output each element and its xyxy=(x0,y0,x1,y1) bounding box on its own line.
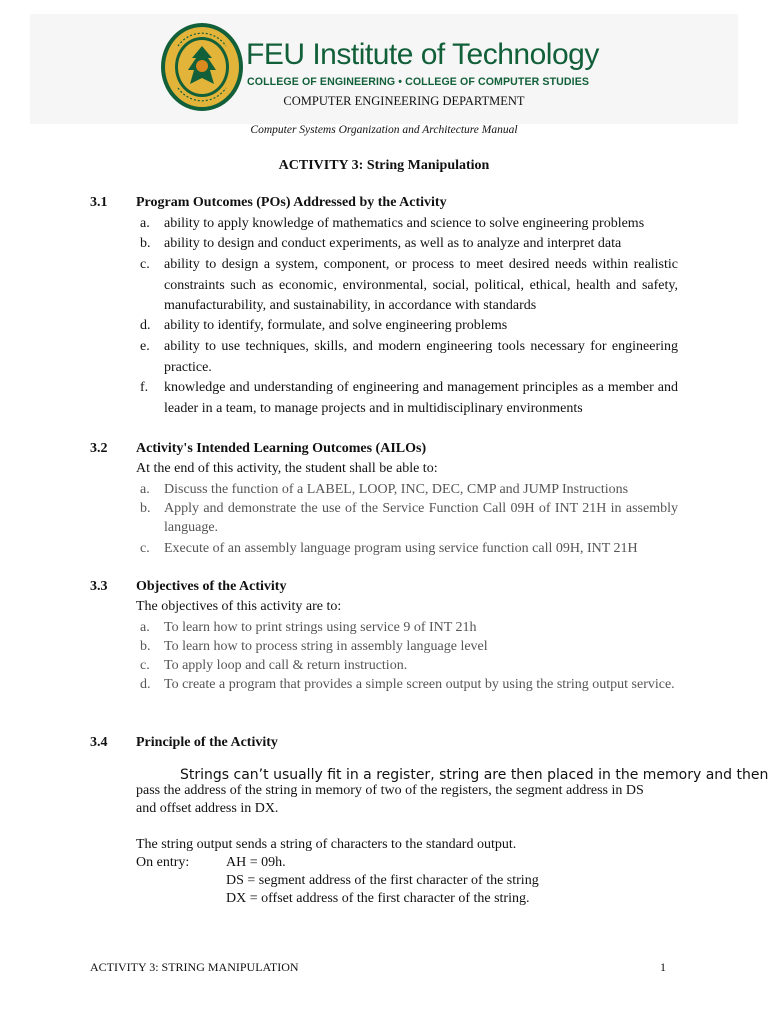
list-text: ability to use techniques, skills, and modern engineering tools necessary for engineering practice. xyxy=(164,339,678,375)
section-title: Program Outcomes (POs) Addressed by the Activity xyxy=(136,195,447,210)
list-text: To learn how to process string in assembly language level xyxy=(164,639,488,654)
on-entry-label: On entry: xyxy=(136,855,190,870)
section-intro: The objectives of this activity are to: xyxy=(136,599,342,614)
page-number: 1 xyxy=(660,960,666,974)
list-marker: a. xyxy=(140,620,150,635)
department-line: COMPUTER ENGINEERING DEPARTMENT xyxy=(283,94,525,108)
section-title: Principle of the Activity xyxy=(136,735,278,750)
entry-line: DX = offset address of the first character of the string. xyxy=(226,891,530,906)
section-title: Activity's Intended Learning Outcomes (AILOs) xyxy=(136,441,427,456)
list-marker: f. xyxy=(140,380,149,395)
principle-line: pass the address of the string in memory of two of the registers, the segment address in DS xyxy=(136,783,644,798)
principle-line: and offset address in DX. xyxy=(136,801,279,816)
section-number: 3.1 xyxy=(90,195,108,210)
list-marker: b. xyxy=(140,501,151,516)
list-text: To apply loop and call & return instruction. xyxy=(164,658,408,673)
list-text: ability to identify, formulate, and solve engineering problems xyxy=(164,318,508,333)
activity-title: ACTIVITY 3: String Manipulation xyxy=(278,158,490,173)
list-marker: c. xyxy=(140,257,150,272)
list-text: ability to apply knowledge of mathematics and science to solve engineering problems xyxy=(164,216,645,231)
school-name: FEU Institute of Technology xyxy=(246,38,599,71)
list-text: ability to design and conduct experiments, as well as to analyze and interpret data xyxy=(164,236,622,251)
list-marker: e. xyxy=(140,339,150,354)
list-marker: a. xyxy=(140,216,150,231)
list-marker: c. xyxy=(140,541,150,556)
list-marker: b. xyxy=(140,236,151,251)
list-marker: b. xyxy=(140,639,151,654)
list-text: Discuss the function of a LABEL, LOOP, INC, DEC, CMP and JUMP Instructions xyxy=(164,482,629,497)
section-number: 3.4 xyxy=(90,735,108,750)
list-marker: d. xyxy=(140,677,151,692)
section-title: Objectives of the Activity xyxy=(136,579,287,594)
list-text: To create a program that provides a simple screen output by using the string output service. xyxy=(164,677,675,692)
principle-lead-line: Strings can’t usually fit in a register, string are then placed in the memory and then xyxy=(180,767,768,783)
entry-line: DS = segment address of the first character of the string xyxy=(226,873,539,888)
entry-line: AH = 09h. xyxy=(226,855,286,870)
list-marker: d. xyxy=(140,318,151,333)
list-text: Apply and demonstrate the use of the Service Function Call 09H of INT 21H in assembly language. xyxy=(164,501,678,535)
section-intro: At the end of this activity, the student shall be able to: xyxy=(136,461,438,476)
list-text: knowledge and understanding of engineering and management principles as a member and leader in a team, to manage projects and in multidisciplinary environments xyxy=(164,380,679,416)
footer-activity-label: ACTIVITY 3: STRING MANIPULATION xyxy=(90,960,299,974)
colleges-line: COLLEGE OF ENGINEERING • COLLEGE OF COMPUTER STUDIES xyxy=(247,76,590,88)
list-text: ability to design a system, component, or process to meet desired needs within realistic constraints such as economic, environmental, social, political, ethical, health and safety, manufacturability, and sustainability, in accordance with standards xyxy=(164,257,679,313)
manual-title: Computer Systems Organization and Architecture Manual xyxy=(250,124,518,136)
list-marker: c. xyxy=(140,658,150,673)
list-text: Execute of an assembly language program using service function call 09H, INT 21H xyxy=(164,541,638,556)
section-number: 3.2 xyxy=(90,441,108,456)
section-number: 3.3 xyxy=(90,579,108,594)
string-output-description: The string output sends a string of characters to the standard output. xyxy=(136,837,517,852)
list-marker: a. xyxy=(140,482,150,497)
list-text: To learn how to print strings using service 9 of INT 21h xyxy=(164,620,477,635)
